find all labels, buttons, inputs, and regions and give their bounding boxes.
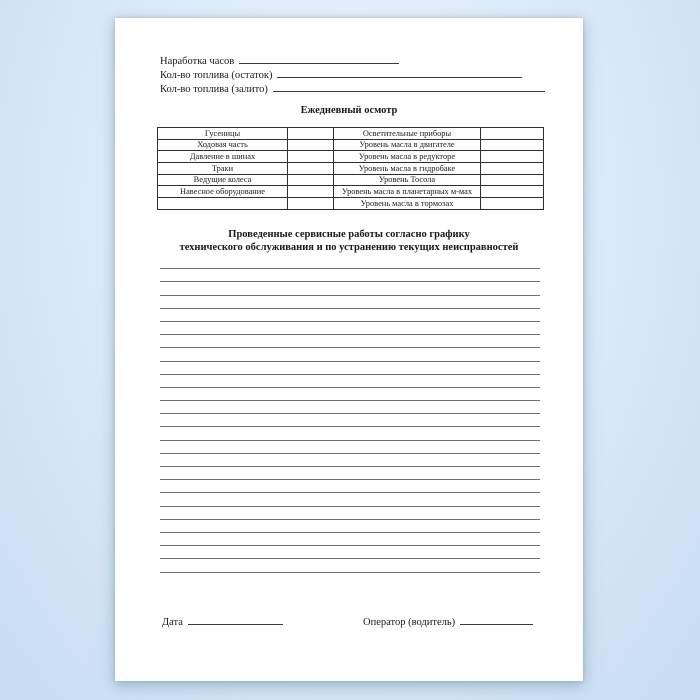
right-item-label: Уровень Тосола — [334, 174, 481, 186]
right-item-label: Уровень масла в гидробаке — [334, 163, 481, 175]
check-table-row — [158, 128, 544, 140]
service-write-lines — [160, 256, 540, 573]
left-check-cell — [288, 198, 334, 210]
check-table-row — [158, 198, 544, 210]
left-check-cell — [288, 151, 334, 163]
hours-label: Наработка часов — [160, 56, 235, 67]
blank-writing-line — [160, 388, 540, 401]
date-label: Дата — [162, 617, 183, 628]
left-item-label: Ходовая часть — [158, 139, 288, 151]
blank-writing-line — [160, 309, 540, 322]
left-check-cell — [288, 139, 334, 151]
left-check-cell — [288, 174, 334, 186]
left-item-label: Навесное оборудование — [158, 186, 288, 198]
blank-writing-line — [160, 533, 540, 546]
date-blank-line — [188, 616, 283, 625]
right-check-cell — [481, 198, 544, 210]
blank-writing-line — [160, 414, 540, 427]
document-page — [115, 18, 583, 681]
operator-blank-line — [460, 616, 533, 625]
check-table-row — [158, 174, 544, 186]
check-table-row — [158, 139, 544, 151]
blank-writing-line — [160, 335, 540, 348]
operator-label: Оператор (водитель) — [363, 617, 456, 628]
left-check-cell — [288, 186, 334, 198]
check-table-row — [158, 186, 544, 198]
fuel-filled-blank-line — [273, 83, 545, 92]
hours-blank-line — [239, 55, 399, 64]
fuel-rest-label: Кол-во топлива (остаток) — [160, 69, 273, 81]
blank-writing-line — [160, 375, 540, 388]
fuel-filled-label: Кол-во топлива (залито) — [160, 83, 268, 95]
left-item-label: Ведущие колеса — [158, 174, 288, 186]
blank-writing-line — [160, 559, 540, 572]
right-item-label: Осветительные приборы — [334, 128, 481, 140]
blank-writing-line — [160, 467, 540, 480]
field-row-fuel-rest — [160, 69, 545, 83]
section-title-daily-inspection: Ежедневный осмотр — [300, 105, 398, 116]
blank-writing-line — [160, 507, 540, 520]
left-item-label: Траки — [158, 163, 288, 175]
blank-writing-line — [160, 441, 540, 454]
field-row-hours — [160, 55, 545, 69]
footer-operator-field — [363, 616, 533, 628]
blank-writing-line — [160, 269, 540, 282]
service-works-heading — [115, 228, 583, 254]
right-check-cell — [481, 128, 544, 140]
service-works-heading-line2: технического обслуживания и по устранению текущих неисправностей — [179, 242, 519, 253]
top-fields-block — [160, 55, 545, 97]
footer-date-field — [162, 616, 283, 628]
blank-writing-line — [160, 454, 540, 467]
daily-check-table — [157, 127, 544, 210]
blank-writing-line — [160, 520, 540, 533]
blank-writing-line — [160, 546, 540, 559]
blank-writing-line — [160, 362, 540, 375]
right-check-cell — [481, 139, 544, 151]
left-item-label — [158, 198, 288, 210]
daily-check-table-body — [158, 128, 544, 210]
blank-writing-line — [160, 480, 540, 493]
right-item-label: Уровень масла в двигателе — [334, 139, 481, 151]
left-item-label: Давление в шинах — [158, 151, 288, 163]
left-check-cell — [288, 163, 334, 175]
right-check-cell — [481, 151, 544, 163]
right-item-label: Уровень масла в редукторе — [334, 151, 481, 163]
blank-writing-line — [160, 348, 540, 361]
fuel-rest-blank-line — [277, 69, 522, 78]
blank-writing-line — [160, 282, 540, 295]
service-works-heading-line1: Проведенные сервисные работы согласно графику — [228, 229, 470, 240]
check-table-row — [158, 151, 544, 163]
blank-writing-line — [160, 256, 540, 269]
right-check-cell — [481, 186, 544, 198]
right-check-cell — [481, 163, 544, 175]
blank-writing-line — [160, 401, 540, 414]
right-check-cell — [481, 174, 544, 186]
right-item-label: Уровень масла в тормозах — [334, 198, 481, 210]
blank-writing-line — [160, 427, 540, 440]
field-row-fuel-filled — [160, 83, 545, 97]
left-check-cell — [288, 128, 334, 140]
right-item-label: Уровень масла в планетарных м-мах — [334, 186, 481, 198]
blank-writing-line — [160, 322, 540, 335]
left-item-label: Гусеницы — [158, 128, 288, 140]
check-table-row — [158, 163, 544, 175]
blank-writing-line — [160, 296, 540, 309]
blank-writing-line — [160, 493, 540, 506]
